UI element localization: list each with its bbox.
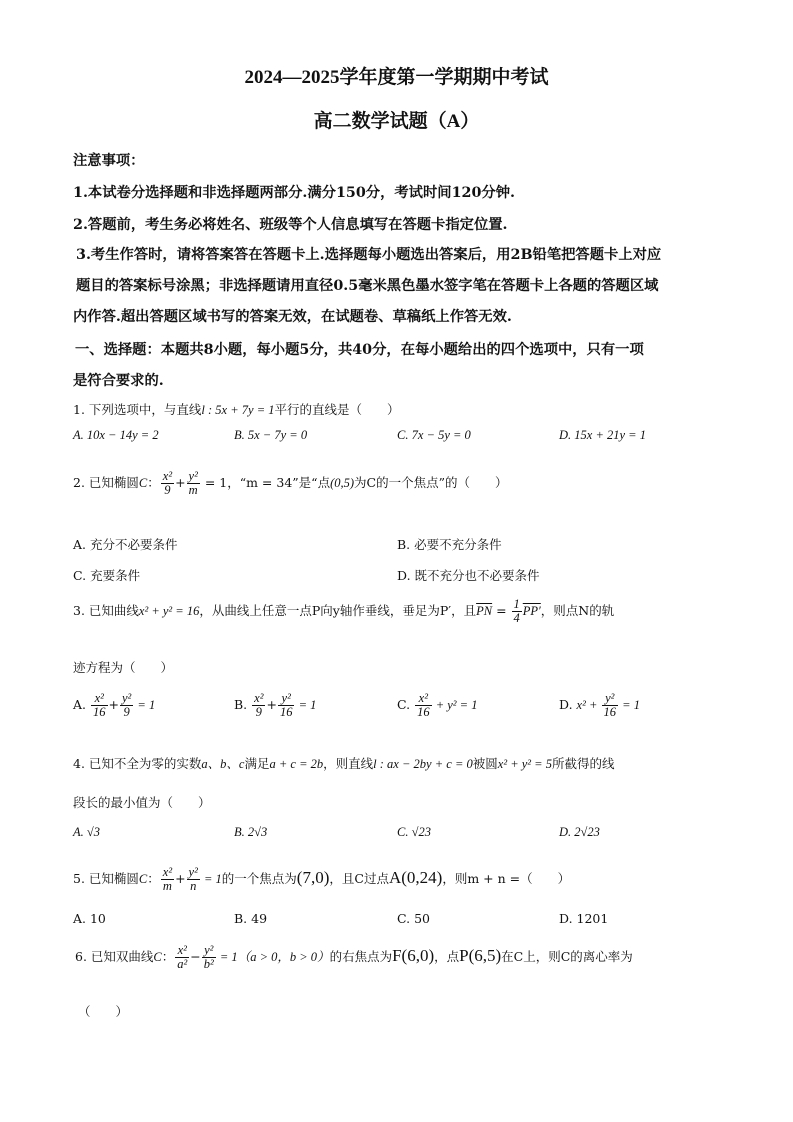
- q3-curve: x² + y² = 16: [138, 604, 200, 619]
- q5-option-d: D. 1201: [559, 911, 609, 926]
- q5-option-a: A. 10: [73, 911, 106, 926]
- q3-vector-pn: $\overline{PN}$: [476, 604, 493, 619]
- q4-circle: x² + y² = 5: [497, 757, 552, 771]
- q1-option-c: C. 7x − 5y = 0: [397, 428, 471, 442]
- note-2: 2.答题前，考生务必将姓名、班级等个人信息填写在答题卡指定位置.: [73, 217, 508, 233]
- q2-point: (0,5): [330, 476, 355, 491]
- q1-suffix: 平行的直线是（ ）: [274, 402, 400, 417]
- q1-line-equation: l : 5x + 7y = 1: [201, 403, 275, 417]
- section-heading-line-1: 一、选择题：本题共8小题，每小题5分，共40分，在每小题给出的四个选项中，只有一项: [75, 342, 644, 358]
- q6-continuation: （ ）: [78, 1004, 129, 1019]
- question-3: [73, 598, 614, 625]
- q4-continuation: 段长的最小值为（ ）: [73, 795, 211, 810]
- note-3-line-2: 题目的答案标号涂黑；非选择题请用直径0.5毫米黑色墨水签字笔在答题卡上各题的答题区域: [76, 278, 659, 294]
- q3-option-c: C. $\frac{\text{x²}}{16}$ + y² = 1: [397, 691, 478, 720]
- q3-equals: =: [492, 603, 511, 619]
- q3-prefix: 3. 已知曲线: [73, 603, 139, 619]
- q3-coefficient: $\frac{1}{4}$: [513, 597, 520, 626]
- exam-subtitle: 高二数学试题（A）: [313, 111, 480, 132]
- q5-focus: (7,0): [296, 868, 330, 888]
- exam-title: 2024—2025学年度第一学期期中考试: [244, 67, 549, 88]
- q6-point: P(6,5): [459, 946, 502, 966]
- question-1: [73, 400, 400, 418]
- q3-continuation: 迹方程为（ ）: [73, 660, 174, 675]
- q4-line: l : ax − 2by + c = 0: [373, 757, 473, 771]
- question-2: 2. 已知椭圆C： $\frac{\text{x²}}{9}$ + $\frac{\text{y²}}{m}$ = 1，“m = 34”是“点(0,5)为C的一个焦点”的（ ）: [73, 469, 508, 498]
- q2-option-c: C. 充要条件: [73, 568, 141, 583]
- note-1: 1.本试卷分选择题和非选择题两部分.满分150分，考试时间120分钟.: [73, 185, 515, 201]
- q3-option-b: B. $\frac{\text{x²}}{9}$ + $\frac{\text{y²}}{16}$ = 1: [234, 691, 317, 720]
- q5-point: A(0,24): [388, 868, 443, 888]
- q5-option-b: B. 49: [234, 911, 268, 926]
- q3-middle: ，从曲线上任意一点P向y轴作垂线，垂足为P′，且: [199, 603, 477, 619]
- q4-option-a: A. √3: [73, 825, 100, 839]
- q4-option-b: B. 2√3: [234, 825, 268, 839]
- question-4: 4. 已知不全为零的实数a、b、c满足a + c = 2b，则直线l : ax − 2by + c = 0被圆x² + y² = 5所截得的线: [73, 756, 615, 771]
- q1-option-b: B. 5x − 7y = 0: [234, 428, 308, 442]
- q4-condition: a + c = 2b: [269, 757, 324, 771]
- q2-frac-y: $\frac{\text{y²}}{m}$: [188, 469, 198, 498]
- note-3-line-3: 内作答.超出答题区域书写的答案无效，在试题卷、草稿纸上作答无效.: [73, 309, 512, 325]
- q2-option-d: D. 既不充分也不必要条件: [397, 568, 540, 583]
- q6-focus: F(6,0): [392, 946, 435, 966]
- q2-option-b: B. 必要不充分条件: [397, 537, 502, 552]
- q2-eq-tail: = 1，: [200, 475, 240, 491]
- q3-suffix: ，则点N的轨: [540, 603, 615, 619]
- q2-frac-x: $\frac{\text{x²}}{9}$: [162, 469, 173, 498]
- q2-prefix: 2. 已知椭圆: [73, 475, 139, 491]
- question-6: 6. 已知双曲线C： $\frac{\text{x²}}{\text{a²}}$ − $\frac{\text{y²}}{\text{b²}}$ = 1（a > 0，b > 0）的右焦点为F(6,0)，点P(6,5)在C上，则C的离心率为: [75, 943, 633, 972]
- q4-vars: a、b、c: [201, 757, 245, 771]
- q3-option-d: D. x² + $\frac{\text{y²}}{16}$ = 1: [559, 691, 640, 720]
- question-5: 5. 已知椭圆C： $\frac{\text{x²}}{m}$ + $\frac{\text{y²}}{n}$ = 1的一个焦点为(7,0)，且C过点A(0,24)，则m + n =（ ）: [73, 865, 571, 894]
- q4-option-c: C. √23: [397, 825, 431, 839]
- q5-option-c: C. 50: [397, 911, 430, 926]
- q1-option-d: D. 15x + 21y = 1: [559, 428, 646, 442]
- q1-option-a: A. 10x − 14y = 2: [73, 428, 159, 442]
- q2-ellipse-name: C: [138, 476, 148, 491]
- section-heading-line-2: 是符合要求的.: [73, 373, 164, 389]
- note-3-line-1: 3.考生作答时，请将答案答在答题卡上.选择题每小题选出答案后，用2B铅笔把答题卡上对应: [76, 247, 662, 263]
- q4-option-d: D. 2√23: [559, 825, 600, 839]
- notes-heading: 注意事项：: [73, 153, 145, 169]
- q1-prefix: 1. 下列选项中，与直线: [73, 402, 202, 417]
- q2-condition: “m = 34”是“点: [239, 475, 331, 491]
- q3-vector-ppp: PP′: [522, 604, 541, 619]
- q2-option-a: A. 充分不必要条件: [73, 537, 178, 552]
- q3-option-a: A. $\frac{\text{x²}}{16}$ + $\frac{\text{y²}}{9}$ = 1: [73, 691, 156, 720]
- q2-suffix: 为C的一个焦点”的（ ）: [354, 475, 508, 491]
